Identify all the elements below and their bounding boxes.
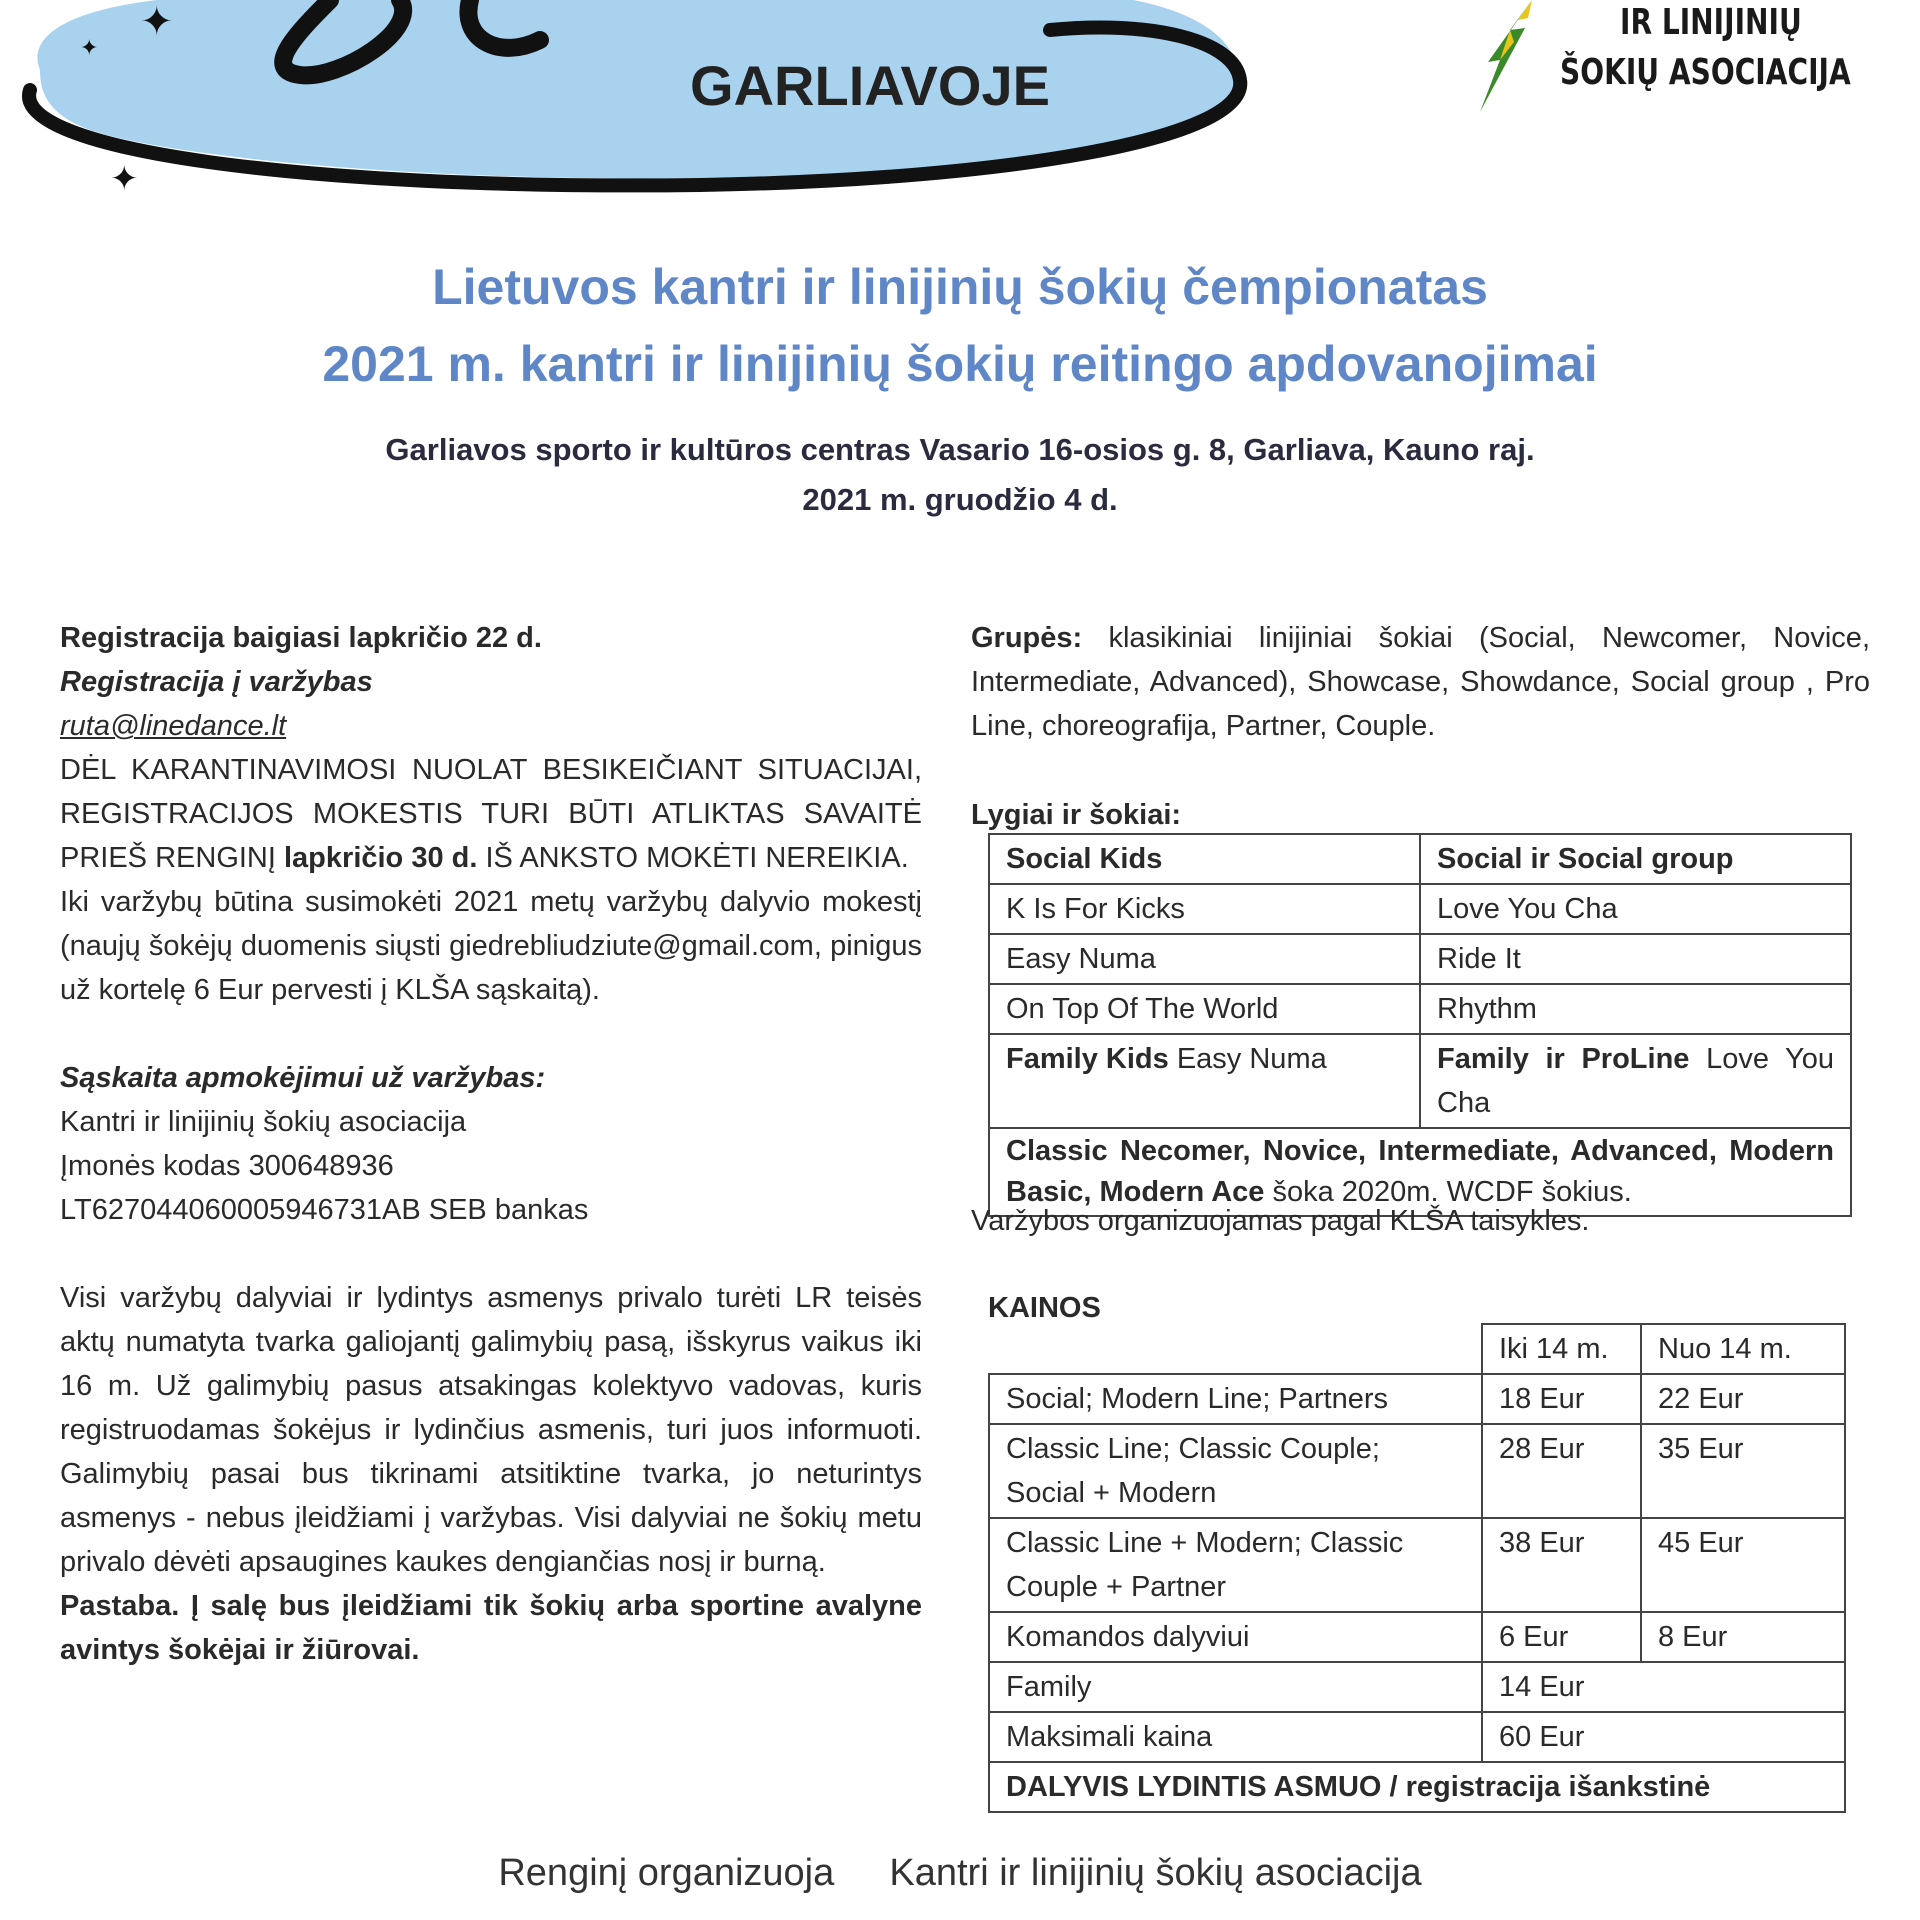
organizer-footer: [0, 1852, 1920, 1895]
table-row: [989, 984, 1851, 1034]
table-cell: 18 Eur: [1482, 1374, 1641, 1424]
classic-levels-cell: Classic Necomer, Novice, Intermediate, Advanced, Modern Basic, Modern Ace šoka 2020m. WCDF šokius.: [989, 1128, 1851, 1216]
logo-star-1: ✦: [140, 0, 174, 45]
account-name: Kantri ir linijinių šokių asociacija: [60, 1106, 467, 1138]
levels-head-right: Social ir Social group: [1420, 834, 1851, 884]
participant-fee-text: Iki varžybų būtina susimokėti 2021 metų varžybų dalyvio mokestį (naujų šokėjų duomenis siųsti giedrebliudziute@gmail.com, pinigus už kortelę 6 Eur pervesti į KLŠA sąskaitą).: [60, 886, 922, 1006]
table-cell: 6 Eur: [1482, 1612, 1641, 1662]
levels-table: [988, 833, 1852, 1217]
groups-label: Grupės:: [971, 622, 1083, 654]
logo-star-3: ✦: [80, 36, 99, 61]
table-cell: Rhythm: [1420, 984, 1851, 1034]
association-mark-icon: [1470, 0, 1540, 115]
table-row: [989, 1034, 1851, 1128]
prices-col-over14: Nuo 14 m.: [1641, 1324, 1845, 1374]
table-cell: 45 Eur: [1641, 1518, 1845, 1612]
prices-table: [988, 1323, 1846, 1813]
organizer-name: Kantri ir linijinių šokių asociacija: [889, 1852, 1422, 1894]
account-heading: Sąskaita apmokėjimui už varžybas:: [60, 1062, 546, 1094]
championship-title: Lietuvos kantri ir linijinių šokių čempionatas: [432, 259, 1488, 315]
association-logo: [1470, 0, 1890, 120]
registration-deadline: Registracija baigiasi lapkričio 22 d.: [60, 622, 542, 654]
max-price: 60 Eur: [1482, 1712, 1845, 1762]
table-row: [989, 1612, 1845, 1662]
association-name-line1: IR LINIJINIŲ: [1620, 2, 1802, 43]
table-row: [989, 1374, 1845, 1424]
table-cell: 35 Eur: [1641, 1424, 1845, 1518]
table-row: [989, 934, 1851, 984]
association-name-line2: ŠOKIŲ ASOCIACIJA: [1560, 52, 1851, 93]
table-cell: 8 Eur: [1641, 1612, 1845, 1662]
table-cell: Easy Numa: [989, 934, 1420, 984]
groups-paragraph: [971, 616, 1870, 748]
table-cell: Love You Cha: [1420, 884, 1851, 934]
prices-label: KAINOS: [988, 1292, 1101, 1324]
awards-title: 2021 m. kantri ir linijinių šokių reitingo apdovanojimai: [322, 336, 1598, 392]
prices-col-under14: Iki 14 m.: [1482, 1324, 1641, 1374]
covid-pass-text: Visi varžybų dalyviai ir lydintys asmenys privalo turėti LR teisės aktų numatyta tvarka galiojantį galimybių pasą, išskyrus vaikus iki 16 m. Už galimybių pasus atsakingas kolektyvo vadovas, kuris registruodamas šokėjus ir lydinčius asmenis, turi juos informuoti. Galimybių pasai bus tikrinami atsitiktine tvarka, jo neturintys asmenys - nebus įleidžiami į varžybas. Visi dalyviai ne šokių metu privalo dėvėti apsaugines kaukes dengiančias nosį ir burną.: [60, 1282, 922, 1578]
table-row: [989, 1662, 1845, 1712]
organizer-label: Renginį organizuoja: [498, 1852, 835, 1894]
table-cell: Social; Modern Line; Partners: [989, 1374, 1482, 1424]
event-logo: [0, 0, 1270, 200]
family-kids-cell: Family Kids Easy Numa: [989, 1034, 1420, 1128]
table-row: [989, 1762, 1845, 1812]
family-price-label: Family: [989, 1662, 1482, 1712]
table-cell: Classic Line + Modern; Classic Couple + Partner: [989, 1518, 1482, 1612]
family-proline-cell: Family ir ProLine Love You Cha: [1420, 1034, 1851, 1128]
table-row: [989, 1712, 1845, 1762]
logo-text: GARLIAVOJE: [690, 54, 1050, 117]
footwear-note: Pastaba. Į salę bus įleidžiami tik šokių arba sportine avalyne avintys šokėjai ir žiūrovai.: [60, 1590, 922, 1666]
table-row: [989, 1424, 1845, 1518]
event-date: 2021 m. gruodžio 4 d.: [802, 482, 1118, 517]
table-cell: 38 Eur: [1482, 1518, 1641, 1612]
table-cell: Komandos dalyviui: [989, 1612, 1482, 1662]
account-company-code: Įmonės kodas 300648936: [60, 1150, 394, 1182]
account-iban: LT627044060005946731AB SEB bankas: [60, 1194, 589, 1226]
companion-registration: DALYVIS LYDINTIS ASMUO / registracija išankstinė: [989, 1762, 1845, 1812]
table-cell: On Top Of The World: [989, 984, 1420, 1034]
logo-star-2: ✦: [110, 159, 139, 199]
venue-address: Garliavos sporto ir kultūros centras Vasario 16-osios g. 8, Garliava, Kauno raj.: [385, 432, 1535, 467]
levels-head-left: Social Kids: [989, 834, 1420, 884]
table-cell: 28 Eur: [1482, 1424, 1641, 1518]
table-cell: Ride It: [1420, 934, 1851, 984]
groups-text: klasikiniai linijiniai šokiai (Social, Newcomer, Novice, Intermediate, Advanced), Showcase, Showdance, Social group , Pro Line, choreografija, Partner, Couple.: [971, 622, 1870, 742]
table-row: [989, 884, 1851, 934]
family-price: 14 Eur: [1482, 1662, 1845, 1712]
left-column: [60, 616, 922, 1672]
table-cell: 22 Eur: [1641, 1374, 1845, 1424]
max-price-label: Maksimali kaina: [989, 1712, 1482, 1762]
table-cell: Classic Line; Classic Couple; Social + Modern: [989, 1424, 1482, 1518]
prices-empty-corner: [989, 1324, 1482, 1374]
table-row: [989, 1324, 1845, 1374]
registration-email-link[interactable]: ruta@linedance.lt: [60, 710, 287, 742]
levels-label: Lygiai ir šokiai:: [971, 799, 1182, 831]
table-row: [989, 834, 1851, 884]
table-cell: K Is For Kicks: [989, 884, 1420, 934]
registration-heading: Registracija į varžybas: [60, 666, 373, 698]
quarantine-notice: DĖL KARANTINAVIMOSI NUOLAT BESIKEIČIANT SITUACIJAI, REGISTRACIJOS MOKESTIS TURI BŪTI ATLIKTAS SAVAITĖ PRIEŠ RENGINĮ lapkričio 30 d. IŠ ANKSTO MOKĖTI NEREIKIA.: [60, 754, 922, 874]
rules-note: Varžybos organizuojamas pagal KLŠA taisykles.: [971, 1205, 1590, 1237]
table-row: [989, 1518, 1845, 1612]
